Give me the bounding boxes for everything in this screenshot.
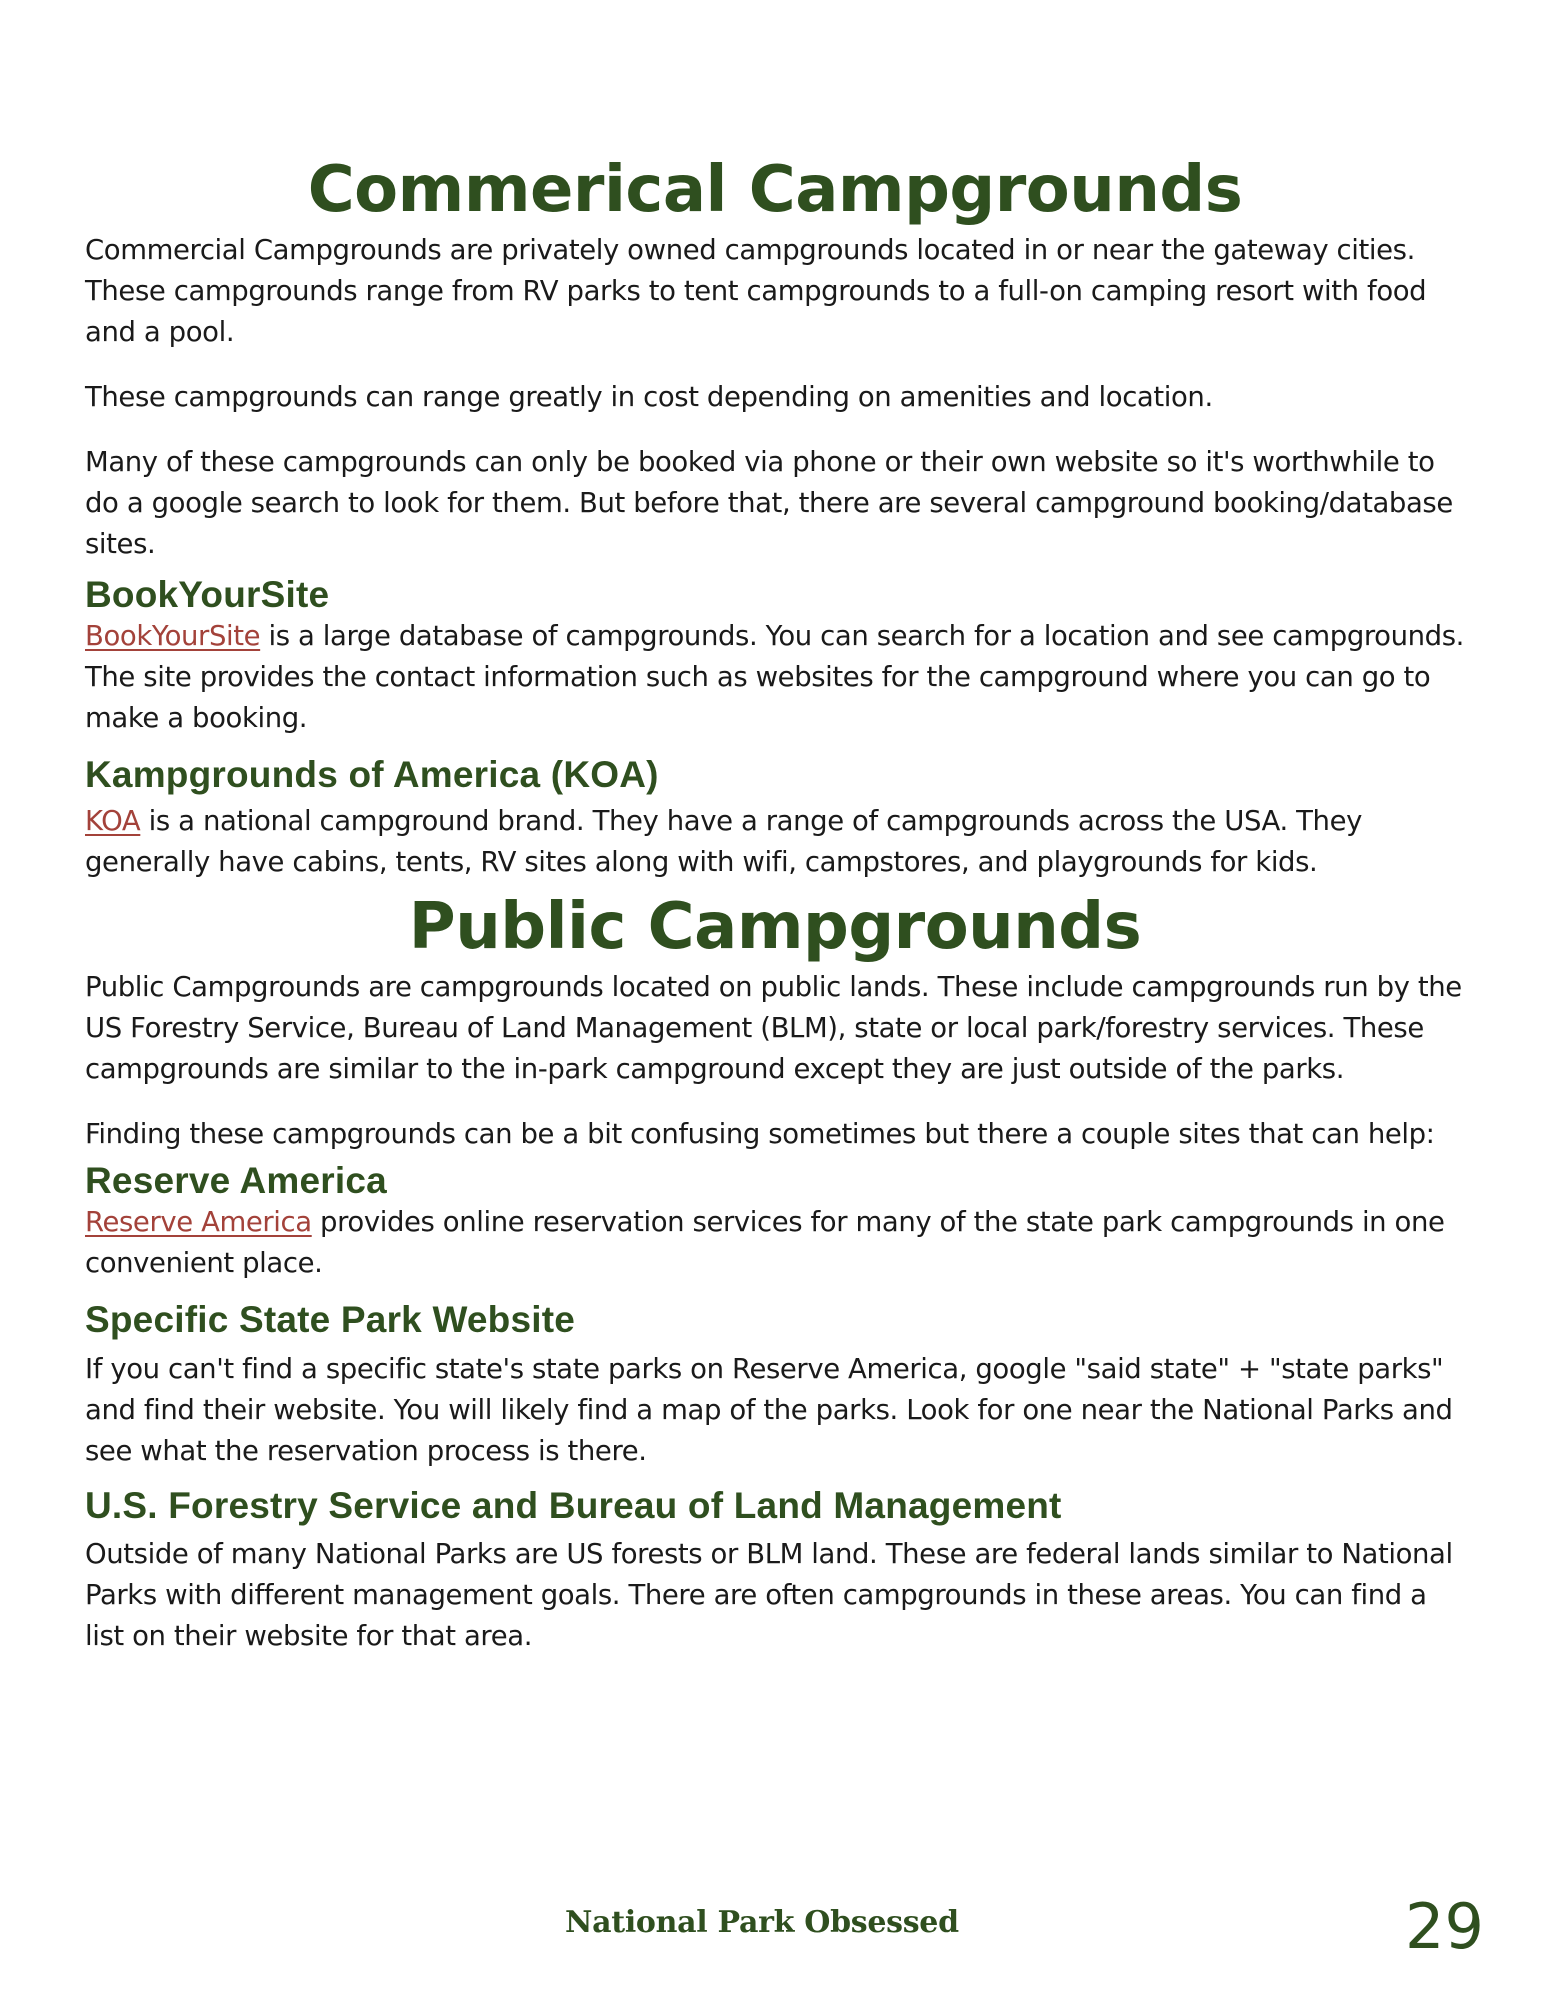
commercial-cost-paragraph: These campgrounds can range greatly in cost depending on amenities and location.: [85, 381, 1213, 413]
koa-text: is a national campground brand. They have a range of campgrounds across the USA. They generally have cabins, tents, RV sites along with wifi, campstores, and playgrounds for kids.: [85, 805, 1362, 879]
koa-link[interactable]: KOA: [85, 805, 141, 838]
reserve-america-text: provides online reservation services for many of the state park campgrounds in one convenient place.: [85, 1206, 1445, 1280]
koa-paragraph: [85, 801, 1465, 883]
commercial-intro-paragraph: Commercial Campgrounds are privately owned campgrounds located in or near the gateway cities. These campgrounds range from RV parks to tent campgrounds to a full-on camping resort with food and a pool.: [85, 234, 1427, 348]
public-campgrounds-title: Public Campgrounds: [408, 890, 1142, 965]
bookyoursite-paragraph: [85, 616, 1465, 739]
forestry-blm-paragraph: Outside of many National Parks are US forests or BLM land. These are federal lands similar to National Parks with different management goals. There are often campgrounds in these areas. You can find a list on their website for that area.: [85, 1538, 1453, 1653]
koa-heading: Kampgrounds of America (KOA): [85, 753, 659, 795]
commercial-campgrounds-title: Commerical Campgrounds: [307, 153, 1243, 227]
page-number: 29: [1405, 1890, 1484, 1963]
state-park-heading: Specific State Park Website: [85, 1299, 576, 1341]
bookyoursite-heading: BookYourSite: [85, 574, 330, 615]
forestry-blm-heading: U.S. Forestry Service and Bureau of Land Management: [85, 1484, 1062, 1526]
footer-brand: National Park Obsessed: [565, 1905, 959, 1940]
public-intro-paragraph: Public Campgrounds are campgrounds located on public lands. These include campgrounds run by the US Forestry Service, Bureau of Land Management (BLM), state or local park/forestry services. These campgrounds are similar to the in-park campground except they are just outside of the parks.: [85, 971, 1462, 1086]
commercial-booking-paragraph: Many of these campgrounds can only be booked via phone or their own website so it's worthwhile to do a google search to look for them. But before that, there are several campground booking/database sites.: [85, 446, 1453, 560]
public-finding-paragraph: Finding these campgrounds can be a bit confusing sometimes but there a couple sites that can help:: [85, 1118, 1435, 1151]
bookyoursite-text: is a large database of campgrounds. You can search for a location and see campgrounds. The site provides the contact information such as websites for the campground where you can go to make a booking.: [85, 619, 1464, 734]
bookyoursite-link[interactable]: BookYourSite: [85, 619, 261, 652]
reserve-america-heading: Reserve America: [85, 1160, 387, 1202]
reserve-america-paragraph: [85, 1202, 1465, 1284]
state-park-paragraph: If you can't find a specific state's state parks on Reserve America, google "said state" + "state parks" and find their website. You will likely find a map of the parks. Look for one near the National Parks and see what the reservation process is there.: [85, 1352, 1453, 1467]
reserve-america-link[interactable]: Reserve America: [85, 1206, 312, 1239]
page-content: [85, 0, 1465, 1657]
